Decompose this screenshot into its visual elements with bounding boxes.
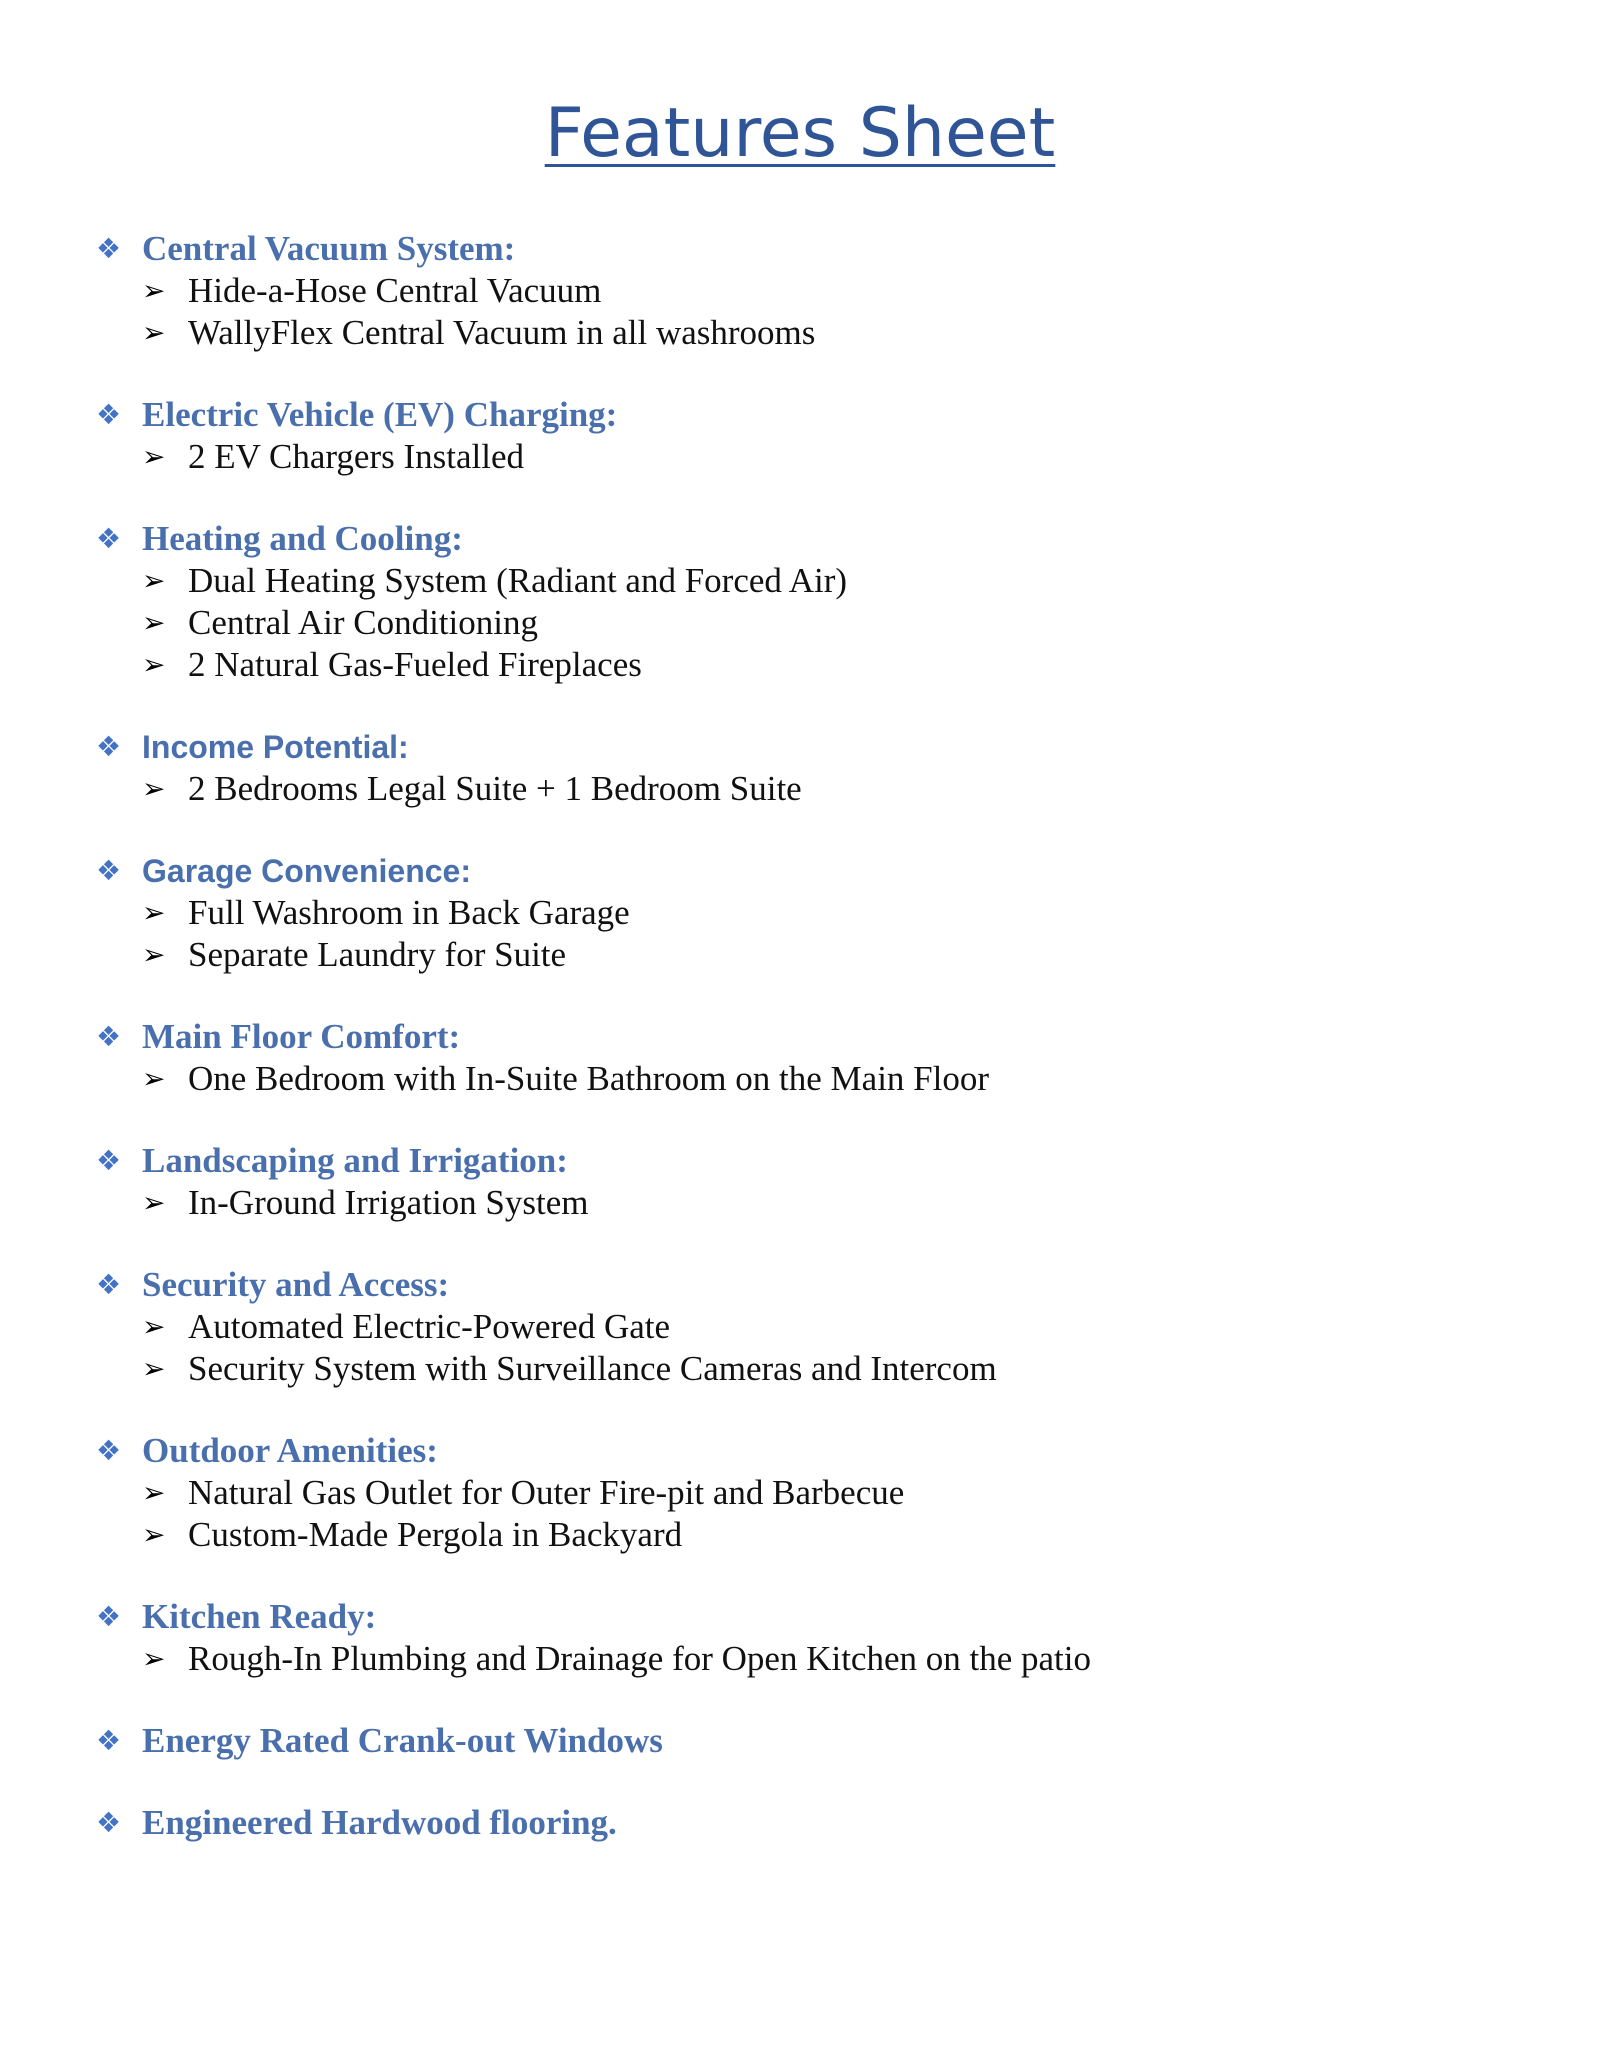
feature-item <box>142 1306 1546 1348</box>
section-heading <box>96 1720 1546 1762</box>
feature-item <box>142 436 1546 478</box>
feature-item-text: In-Ground Irrigation System <box>188 1183 589 1222</box>
feature-item-text: 2 Bedrooms Legal Suite + 1 Bedroom Suite <box>188 769 802 808</box>
feature-section <box>96 1140 1546 1224</box>
feature-item <box>142 934 1546 976</box>
arrowhead-bullet-icon: ➢ <box>142 896 166 929</box>
page-title: Features Sheet <box>544 94 1056 173</box>
feature-item-text: Separate Laundry for Suite <box>188 935 567 974</box>
section-heading-text: Security and Access: <box>142 1265 450 1304</box>
feature-item-text: Automated Electric-Powered Gate <box>188 1307 671 1346</box>
diamond-bullet-icon: ❖ <box>96 1020 122 1053</box>
feature-item-text: Full Washroom in Back Garage <box>188 893 630 932</box>
arrowhead-bullet-icon: ➢ <box>142 274 166 307</box>
diamond-bullet-icon: ❖ <box>96 1268 122 1301</box>
diamond-bullet-icon: ❖ <box>96 1724 122 1757</box>
feature-items <box>96 768 1546 810</box>
section-heading <box>96 850 1546 892</box>
arrowhead-bullet-icon: ➢ <box>142 938 166 971</box>
section-heading-text: Kitchen Ready: <box>142 1597 377 1636</box>
section-heading-text: Central Vacuum System: <box>142 229 516 268</box>
feature-items <box>96 560 1546 686</box>
section-heading-text: Main Floor Comfort: <box>142 1017 461 1056</box>
feature-item <box>142 768 1546 810</box>
section-heading-text: Outdoor Amenities: <box>142 1431 438 1470</box>
section-heading-text: Landscaping and Irrigation: <box>142 1141 568 1180</box>
section-heading-text: Energy Rated Crank-out Windows <box>142 1721 663 1760</box>
feature-item <box>142 270 1546 312</box>
section-heading-text: Electric Vehicle (EV) Charging: <box>142 395 618 434</box>
section-heading <box>96 1802 1546 1844</box>
feature-item-text: 2 Natural Gas-Fueled Fireplaces <box>188 645 642 684</box>
feature-item <box>142 560 1546 602</box>
feature-section <box>96 1720 1546 1762</box>
feature-item <box>142 1182 1546 1224</box>
section-heading-text: Garage Convenience: <box>142 853 471 889</box>
features-list <box>96 228 1546 1884</box>
feature-item <box>142 644 1546 686</box>
arrowhead-bullet-icon: ➢ <box>142 606 166 639</box>
arrowhead-bullet-icon: ➢ <box>142 648 166 681</box>
feature-item-text: One Bedroom with In-Suite Bathroom on the Main Floor <box>188 1059 990 1098</box>
section-heading <box>96 1430 1546 1472</box>
feature-section <box>96 1016 1546 1100</box>
diamond-bullet-icon: ❖ <box>96 232 122 265</box>
arrowhead-bullet-icon: ➢ <box>142 1062 166 1095</box>
arrowhead-bullet-icon: ➢ <box>142 1476 166 1509</box>
feature-item-text: WallyFlex Central Vacuum in all washrooms <box>188 313 816 352</box>
feature-section <box>96 726 1546 810</box>
feature-section <box>96 518 1546 686</box>
feature-item <box>142 1348 1546 1390</box>
arrowhead-bullet-icon: ➢ <box>142 1352 166 1385</box>
feature-items <box>96 436 1546 478</box>
diamond-bullet-icon: ❖ <box>96 1806 122 1839</box>
feature-items <box>96 1306 1546 1390</box>
feature-item-text: Central Air Conditioning <box>188 603 538 642</box>
feature-item-text: Rough-In Plumbing and Drainage for Open Kitchen on the patio <box>188 1639 1091 1678</box>
feature-items <box>96 270 1546 354</box>
feature-section <box>96 850 1546 976</box>
feature-section <box>96 1430 1546 1556</box>
feature-item <box>142 892 1546 934</box>
diamond-bullet-icon: ❖ <box>96 730 122 763</box>
diamond-bullet-icon: ❖ <box>96 1144 122 1177</box>
arrowhead-bullet-icon: ➢ <box>142 440 166 473</box>
arrowhead-bullet-icon: ➢ <box>142 564 166 597</box>
section-heading <box>96 518 1546 560</box>
diamond-bullet-icon: ❖ <box>96 522 122 555</box>
section-heading <box>96 1596 1546 1638</box>
section-heading-text: Heating and Cooling: <box>142 519 463 558</box>
feature-item <box>142 1514 1546 1556</box>
section-heading <box>96 1016 1546 1058</box>
feature-section <box>96 1596 1546 1680</box>
arrowhead-bullet-icon: ➢ <box>142 772 166 805</box>
feature-item-text: 2 EV Chargers Installed <box>188 437 525 476</box>
feature-item <box>142 312 1546 354</box>
section-heading-text: Income Potential: <box>142 729 409 765</box>
feature-item-text: Security System with Surveillance Cameras and Intercom <box>188 1349 997 1388</box>
feature-section <box>96 1802 1546 1844</box>
section-heading <box>96 1264 1546 1306</box>
feature-section <box>96 228 1546 354</box>
feature-item <box>142 1472 1546 1514</box>
feature-section <box>96 1264 1546 1390</box>
feature-item <box>142 1058 1546 1100</box>
section-heading-text: Engineered Hardwood flooring. <box>142 1803 617 1842</box>
feature-items <box>96 892 1546 976</box>
arrowhead-bullet-icon: ➢ <box>142 1642 166 1675</box>
section-heading <box>96 726 1546 768</box>
feature-items <box>96 1058 1546 1100</box>
feature-item-text: Custom-Made Pergola in Backyard <box>188 1515 683 1554</box>
arrowhead-bullet-icon: ➢ <box>142 1518 166 1551</box>
feature-items <box>96 1182 1546 1224</box>
feature-item <box>142 1638 1546 1680</box>
feature-item <box>142 602 1546 644</box>
section-heading <box>96 228 1546 270</box>
diamond-bullet-icon: ❖ <box>96 854 122 887</box>
feature-item-text: Natural Gas Outlet for Outer Fire-pit and Barbecue <box>188 1473 905 1512</box>
arrowhead-bullet-icon: ➢ <box>142 1310 166 1343</box>
arrowhead-bullet-icon: ➢ <box>142 316 166 349</box>
feature-section <box>96 394 1546 478</box>
feature-items <box>96 1472 1546 1556</box>
arrowhead-bullet-icon: ➢ <box>142 1186 166 1219</box>
diamond-bullet-icon: ❖ <box>96 398 122 431</box>
feature-item-text: Dual Heating System (Radiant and Forced Air) <box>188 561 848 600</box>
diamond-bullet-icon: ❖ <box>96 1434 122 1467</box>
diamond-bullet-icon: ❖ <box>96 1600 122 1633</box>
feature-item-text: Hide-a-Hose Central Vacuum <box>188 271 602 310</box>
section-heading <box>96 394 1546 436</box>
section-heading <box>96 1140 1546 1182</box>
feature-items <box>96 1638 1546 1680</box>
